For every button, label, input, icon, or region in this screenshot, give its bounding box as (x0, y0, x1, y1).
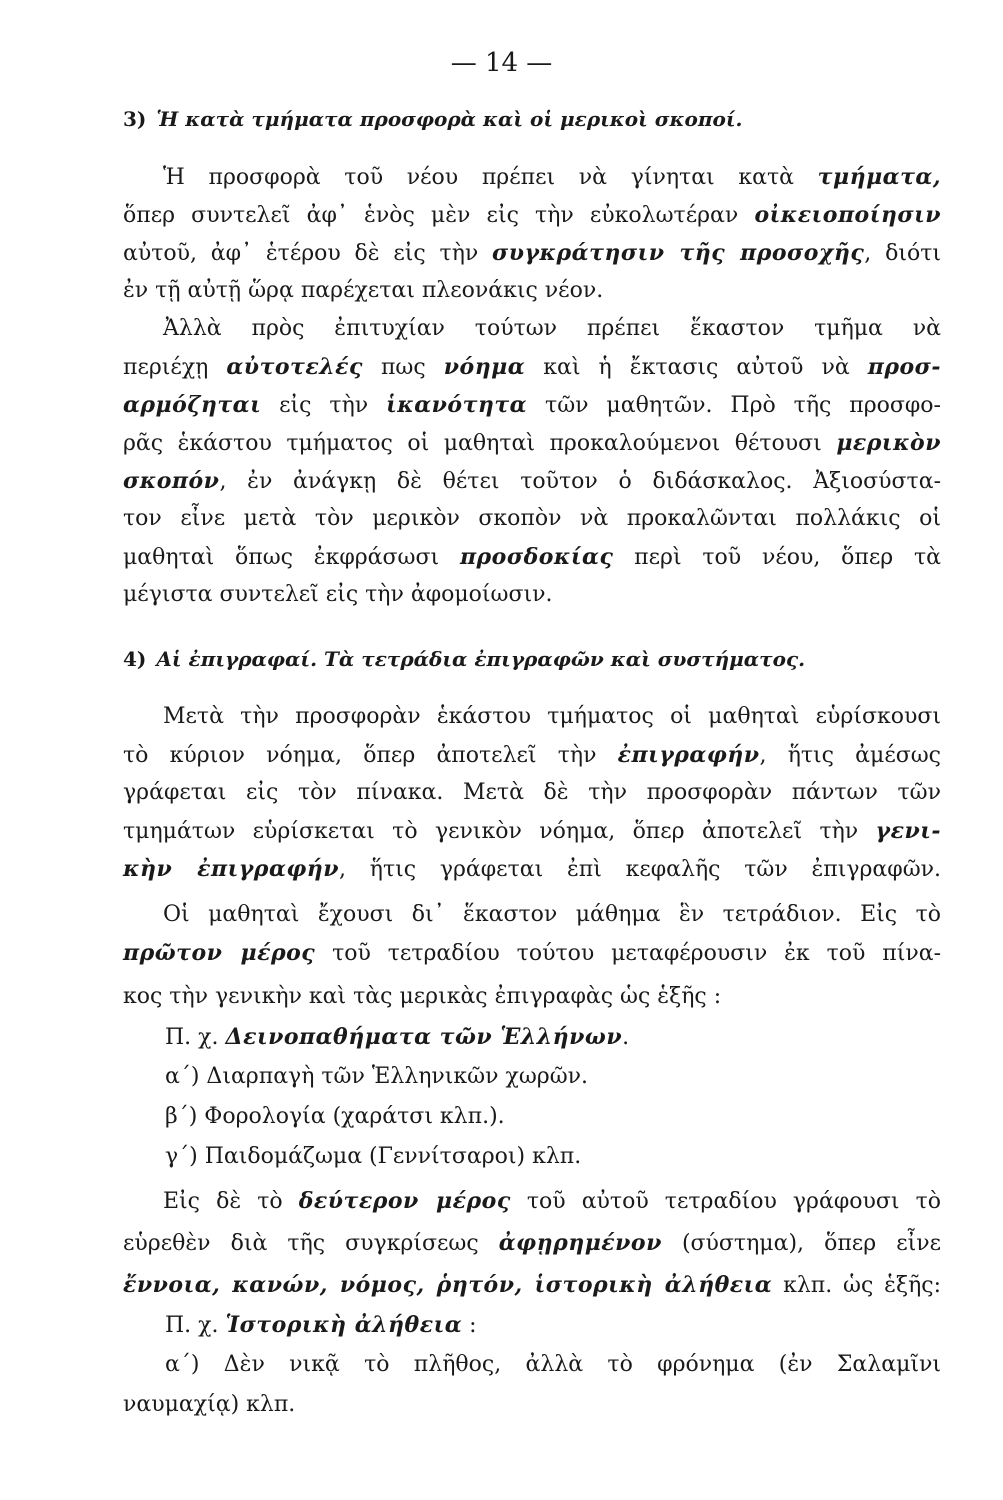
section-3-heading (123, 100, 941, 138)
emphasis: ἔννοια, κανών, νόμος, ῥητόν, ἱστορικὴ ἀλήθεια (123, 1272, 773, 1298)
emphasis: κὴν ἐπιγραφήν (123, 856, 340, 882)
text-line: σκοπόν, ἐν ἀνάγκῃ δὲ θέτει τοῦτον ὁ διδάσκαλος. Ἀξιοσύστα- (123, 468, 941, 494)
example-line: α΄) Διαρπαγὴ τῶν Ἑλληνικῶν χωρῶν. (165, 1064, 588, 1089)
text-line: ἔννοια, κανών, νόμος, ῥητόν, ἱστορικὴ ἀλήθεια κλπ. ὡς ἑξῆς: (123, 1272, 941, 1298)
text-line: τμημάτων εὑρίσκεται τὸ γενικὸν νόημα, ὅπερ ἀποτελεῖ τὴν γενι- (123, 818, 941, 844)
emphasis: Δεινοπαθήματα τῶν Ἑλλήνων (225, 1024, 623, 1050)
text-line: τὸ κύριον νόημα, ὅπερ ἀποτελεῖ τὴν ἐπιγραφήν, ἥτις ἀμέσως (123, 742, 942, 768)
section-title: Αἱ ἐπιγραφαί. Τὰ τετράδια ἐπιγραφῶν καὶ συστήματος. (156, 647, 806, 671)
text-line: αὐτοῦ, ἀφ᾽ ἑτέρου δὲ εἰς τὴν συγκράτησιν τῆς προσοχῆς, διότι (123, 240, 941, 266)
example-line: Π. χ. Ἱστορικὴ ἀλήθεια : (165, 1312, 477, 1338)
text-line: εὑρεθὲν διὰ τῆς συγκρίσεως ἀφῃρημένον (σύστημα), ὅπερ εἶνε (123, 1230, 941, 1256)
emphasis: σκοπόν (123, 468, 220, 494)
text-line: κὴν ἐπιγραφήν, ἥτις γράφεται ἐπὶ κεφαλῆς τῶν ἐπιγραφῶν. (123, 856, 942, 882)
emphasis: αρμόζηται (123, 392, 262, 418)
text-line: τον εἶνε μετὰ τὸν μερικὸν σκοπὸν νὰ προκαλῶνται πολλάκις οἱ (123, 506, 941, 531)
emphasis: αὐτοτελές (226, 354, 363, 380)
text-line: μαθηταὶ ὅπως ἐκφράσωσι προσδοκίας περὶ τοῦ νέου, ὅπερ τὰ (123, 544, 941, 570)
text-line: γράφεται εἰς τὸν πίνακα. Μετὰ δὲ τὴν προσφορὰν πάντων τῶν (123, 780, 941, 805)
emphasis: τμήματα, (817, 164, 941, 190)
text-line: πρῶτον μέρος τοῦ τετραδίου τούτου μεταφέρουσιν ἐκ τοῦ πίνα- (123, 940, 942, 966)
text-line: Μετὰ τὴν προσφορὰν ἑκάστου τμήματος οἱ μαθηταὶ εὑρίσκουσι (163, 704, 941, 729)
text-line: αρμόζηται εἰς τὴν ἱκανότητα τῶν μαθητῶν. Πρὸ τῆς προσφο- (123, 392, 941, 418)
section-title: Ἡ κατὰ τμήματα προσφορὰ καὶ οἱ μερικοὶ σκοποί. (156, 107, 743, 131)
emphasis: οἰκειοποίησιν (754, 202, 941, 228)
example-line: Π. χ. Δεινοπαθήματα τῶν Ἑλλήνων. (165, 1024, 630, 1050)
emphasis: ἱκανότητα (386, 392, 528, 418)
section-number: 4) (123, 647, 147, 671)
page-number: — 14 — (450, 48, 553, 78)
section-4-heading (123, 640, 941, 678)
text-line: Εἰς δὲ τὸ δεύτερον μέρος τοῦ αὐτοῦ τετραδίου γράφουσι τὸ (163, 1188, 942, 1214)
text-line: ἐν τῇ αὐτῇ ὥρᾳ παρέχεται πλεονάκις νέον. (123, 278, 604, 303)
emphasis: δεύτερον μέρος (298, 1188, 511, 1214)
text-line: περιέχῃ αὐτοτελές πως νόημα καὶ ἡ ἔκτασις αὐτοῦ νὰ προσ- (123, 354, 941, 380)
emphasis: ἀφῃρημένον (498, 1230, 662, 1256)
emphasis: συγκράτησιν τῆς προσοχῆς (492, 240, 865, 266)
text-line: ὅπερ συντελεῖ ἀφ᾽ ἑνὸς μὲν εἰς τὴν εὐκολωτέραν οἰκειοποίησιν (123, 202, 941, 228)
emphasis: πρῶτον μέρος (123, 940, 316, 966)
emphasis: προσδοκίας (459, 544, 614, 570)
example-line: γ΄) Παιδομάζωμα (Γεννίτσαροι) κλπ. (165, 1144, 582, 1169)
example-line: α΄) Δὲν νικᾷ τὸ πλῆθος, ἀλλὰ τὸ φρόνημα (ἐν Σαλαμῖνι (165, 1352, 941, 1377)
text-line: Ἡ προσφορὰ τοῦ νέου πρέπει νὰ γίνηται κατὰ τμήματα, (163, 164, 941, 190)
emphasis: μερικὸν (836, 430, 941, 456)
text-line: Οἱ μαθηταὶ ἔχουσι δι᾽ ἕκαστον μάθημα ἓν τετράδιον. Εἰς τὸ (163, 902, 941, 927)
text-line: ναυμαχίᾳ) κλπ. (123, 1392, 296, 1417)
text-line: ρᾶς ἑκάστου τμήματος οἱ μαθηταὶ προκαλούμενοι θέτουσι μερικὸν (123, 430, 941, 456)
emphasis: προσ- (867, 354, 941, 380)
example-line: β΄) Φορολογία (χαράτσι κλπ.). (165, 1104, 505, 1129)
text-line: μέγιστα συντελεῖ εἰς τὴν ἀφομοίωσιν. (123, 582, 553, 607)
emphasis: γενι- (875, 818, 941, 844)
emphasis: ἐπιγραφήν (617, 742, 760, 768)
emphasis: νόημα (443, 354, 526, 380)
emphasis: Ἱστορικὴ ἀλήθεια (225, 1312, 463, 1338)
text-line: Ἀλλὰ πρὸς ἐπιτυχίαν τούτων πρέπει ἕκαστον τμῆμα νὰ (163, 316, 941, 341)
text-line: κος τὴν γενικὴν καὶ τὰς μερικὰς ἐπιγραφὰς ὡς ἑξῆς : (123, 984, 722, 1009)
section-number: 3) (123, 107, 147, 131)
